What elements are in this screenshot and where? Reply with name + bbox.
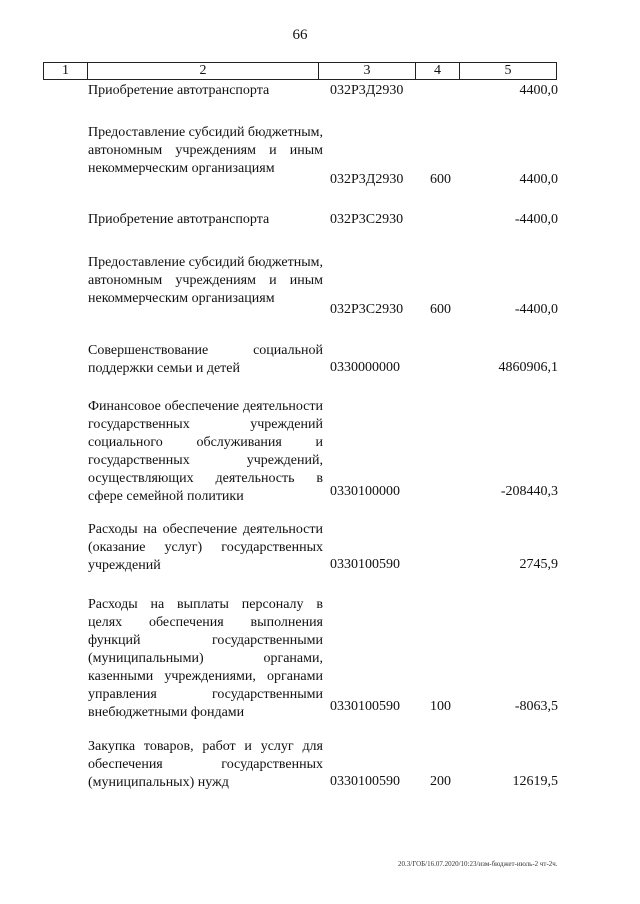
row-code: 0330100590 [330, 774, 400, 789]
row-name: Закупка товаров, работ и услуг для обеспечения государственных (муниципальных) нужд [88, 739, 323, 790]
row-name: Расходы на обеспечение деятельности (оказание услуг) государственных учреждений [88, 522, 323, 573]
row-amount: -4400,0 [514, 212, 558, 227]
row-code: 0330100590 [330, 557, 400, 572]
row-amount: 4400,0 [519, 83, 558, 98]
row-kind: 200 [430, 774, 451, 789]
row-amount: -208440,3 [500, 484, 558, 499]
row-kind: 600 [430, 172, 451, 187]
row-name: Приобретение автотранспорта [88, 83, 270, 98]
row-code: 032Р3С2930 [330, 302, 404, 317]
column-header-5: 5 [504, 63, 512, 78]
row-amount: 4400,0 [519, 172, 558, 187]
row-kind: 100 [430, 699, 451, 714]
row-code: 032Р3Д2930 [330, 172, 404, 187]
row-kind: 600 [430, 302, 451, 317]
row-code: 032Р3Д2930 [330, 83, 404, 98]
column-header-4: 4 [416, 63, 460, 79]
row-name: Совершенствование социальной поддержки семьи и детей [88, 343, 323, 376]
row-code: 0330100590 [330, 699, 400, 714]
footer-document-code: 20.3/ГОБ/16.07.2020/10:23/изм-бюджет-июль-2 чт-2ч. [398, 860, 558, 868]
row-amount: 4860906,1 [498, 360, 558, 375]
row-name: Предоставление субсидий бюджетным, автономным учреждениям и иным некоммерческим организациям [88, 255, 324, 306]
row-name: Приобретение автотранспорта [88, 212, 270, 227]
row-code: 032Р3С2930 [330, 212, 404, 227]
column-header-3: 3 [319, 63, 416, 79]
row-code: 0330000000 [330, 360, 400, 375]
column-header-1: 1 [44, 63, 88, 79]
page-number: 66 [292, 27, 308, 43]
column-header-row [43, 62, 557, 80]
row-amount: 12619,5 [512, 774, 558, 789]
row-name: Расходы на выплаты персоналу в целях обеспечения выполнения функций государственными (муниципальными) органами, казенными учреждениями, органами управления государственными внебюджетными фондами [88, 597, 323, 720]
row-amount: -4400,0 [514, 302, 558, 317]
row-amount: -8063,5 [514, 699, 558, 714]
row-amount: 2745,9 [519, 557, 558, 572]
row-name: Финансовое обеспечение деятельности государственных учреждений социального обслуживания и государственных учреждений, осуществляющих деятельность в сфере семейной политики [88, 399, 323, 504]
column-header-2: 2 [88, 63, 319, 79]
row-code: 0330100000 [330, 484, 400, 499]
row-name: Предоставление субсидий бюджетным, автономным учреждениям и иным некоммерческим организациям [88, 125, 324, 176]
